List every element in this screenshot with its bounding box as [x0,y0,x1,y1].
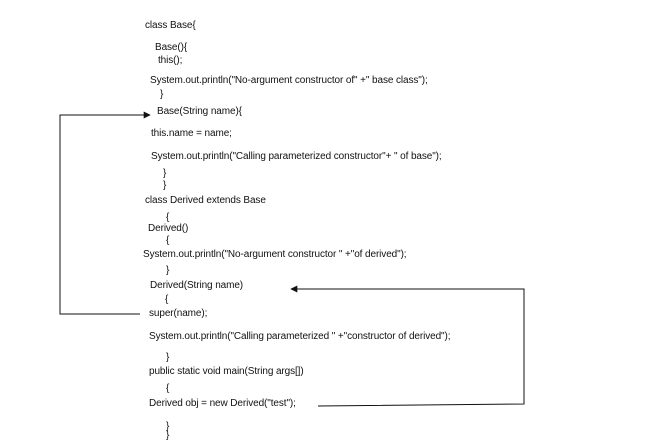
code-line: class Base{ [145,20,196,31]
code-line: Derived obj = new Derived("test"); [149,398,296,409]
code-line: { [166,383,170,394]
code-line: { [166,212,170,223]
code-line: Derived() [148,223,189,234]
code-line: public static void main(String args[]) [149,366,304,377]
code-line: } [166,352,170,363]
code-line: { [165,294,169,305]
code-line: } [166,421,170,432]
code-line: } [166,265,170,276]
code-line: super(name); [149,308,208,319]
code-line: System.out.println("Calling parameterized constructor"+ " of base"); [151,151,442,162]
code-line: this(); [158,55,183,66]
code-line: this.name = name; [151,128,232,139]
super-to-base-constructor-arrow [60,115,150,314]
code-line: { [166,235,170,246]
code-line: System.out.println("No-argument constructor of" +" base class"); [150,75,428,86]
code-line: } [163,180,167,191]
code-line: } [160,89,164,100]
code-line: class Derived extends Base [145,195,266,206]
code-line: System.out.println("No-argument constructor " +"of derived"); [143,249,407,260]
code-line: } [166,430,170,441]
code-line: System.out.println("Calling parameterized " +"constructor of derived"); [149,331,451,342]
code-line: } [163,168,167,179]
code-line: Derived(String name) [150,280,244,291]
main-to-derived-constructor-arrow [291,289,524,406]
code-line: Base(){ [155,42,188,53]
code-line: Base(String name){ [157,106,242,117]
